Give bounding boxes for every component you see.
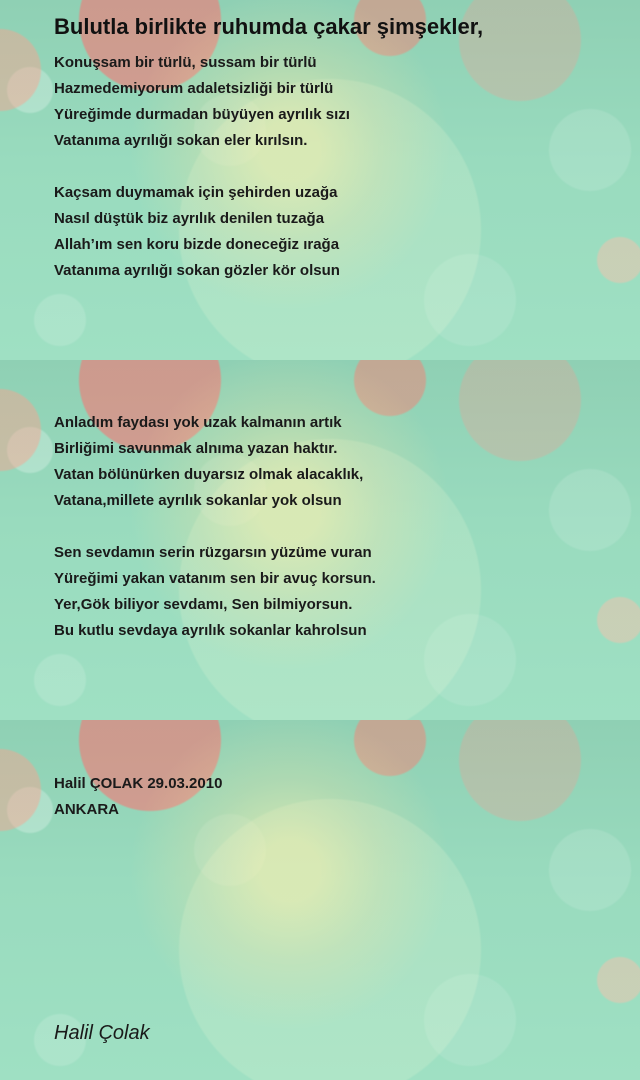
poem-line: Allah’ım sen koru bizde doneceğiz ırağa — [54, 236, 340, 253]
poem-panel-2 — [0, 360, 640, 720]
stanza-2 — [54, 180, 340, 284]
poem-line: Birliğimi savunmak alnıma yazan haktır. — [54, 440, 338, 457]
poem-line: Yer,Gök biliyor sevdamı, Sen bilmiyorsun. — [54, 596, 353, 613]
poem-line: Hazmedemiyorum adaletsizliği bir türlü — [54, 80, 334, 97]
poem-line: Nasıl düştük biz ayrılık denilen tuzağa — [54, 210, 325, 227]
poem-line: Yüreğimde durmadan büyüyen ayrılık sızı — [54, 106, 350, 123]
poem-line: Vatan bölünürken duyarsız olmak alacaklık, — [54, 466, 364, 483]
stanza-3 — [54, 410, 363, 514]
poem-line: Anladım faydası yok uzak kalmanın artık — [54, 414, 342, 431]
poem-panel-3 — [0, 720, 640, 1080]
stanza-1 — [54, 50, 350, 154]
poem-line: Vatanıma ayrılığı sokan gözler kör olsun — [54, 262, 340, 279]
poem-line: Vatanıma ayrılığı sokan eler kırılsın. — [54, 132, 308, 149]
signature-place: ANKARA — [54, 801, 119, 818]
poem-line: Sen sevdamın serin rüzgarsın yüzüme vuran — [54, 544, 372, 561]
poem-line: Yüreğimi yakan vatanım sen bir avuç korsun. — [54, 570, 376, 587]
poem-line: Konuşsam bir türlü, sussam bir türlü — [54, 54, 317, 71]
poem-panel-1 — [0, 0, 640, 360]
author-signature: Halil Çolak — [54, 1022, 150, 1044]
signature-date: Halil ÇOLAK 29.03.2010 — [54, 775, 223, 792]
stanza-4 — [54, 540, 376, 644]
poem-line: Bu kutlu sevdaya ayrılık sokanlar kahrolsun — [54, 622, 367, 639]
poem-line: Kaçsam duymamak için şehirden uzağa — [54, 184, 338, 201]
poem-line: Vatana,millete ayrılık sokanlar yok olsun — [54, 492, 342, 509]
poem-title: Bulutla birlikte ruhumda çakar şimşekler, — [54, 14, 484, 39]
